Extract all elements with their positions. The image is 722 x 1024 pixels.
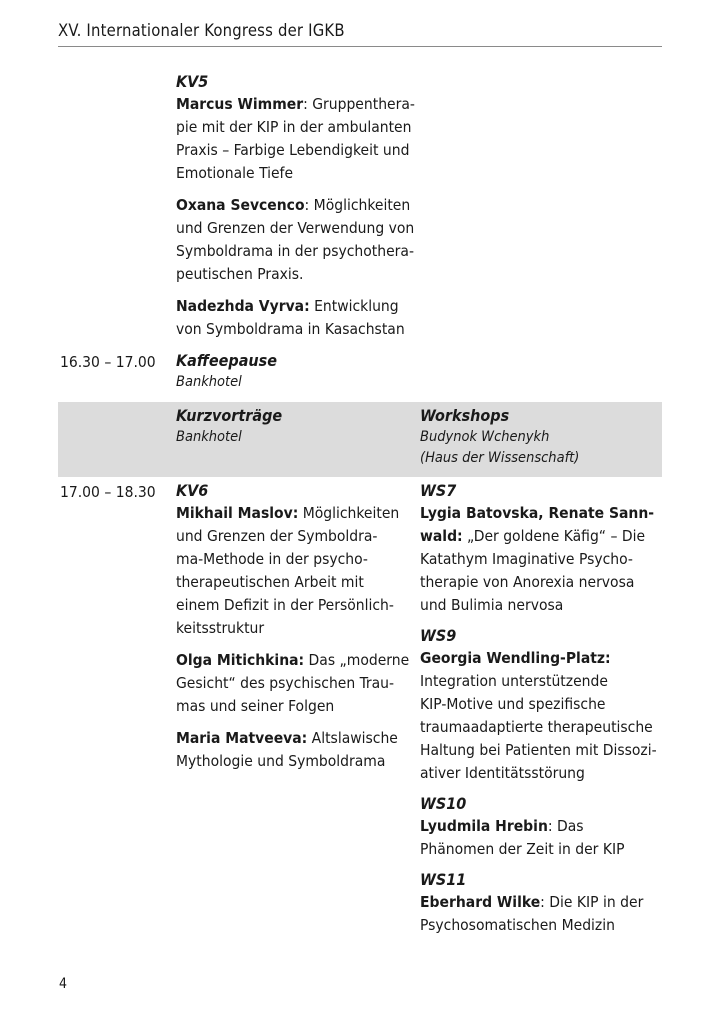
break-block	[176, 350, 277, 393]
time-slot-main: 17.00 – 18.30	[60, 483, 156, 501]
talk-text: einem Defizit in der Persönlich-	[176, 596, 394, 614]
talk-text: mas und seiner Folgen	[176, 697, 335, 715]
session-kv5	[176, 71, 415, 341]
talk-item	[176, 649, 409, 718]
speaker-name: Olga Mitichkina:	[176, 651, 305, 669]
talk-text: Entwicklung	[309, 297, 399, 315]
page-number: 4	[59, 976, 68, 992]
talk-text: : Möglichkeiten	[304, 196, 411, 214]
speaker-name: Mikhail Maslov:	[176, 504, 299, 522]
speaker-name: Nadezhda Vyrva:	[176, 297, 310, 315]
talk-text: keitsstruktur	[176, 619, 265, 637]
talk-text: Emotionale Tiefe	[176, 164, 294, 182]
speaker-name: Eberhard Wilke	[420, 893, 541, 911]
session-kv6	[176, 480, 409, 773]
speaker-name: wald:	[420, 527, 463, 545]
speaker-name: Oxana Sevcenco	[176, 196, 305, 214]
break-location: Bankhotel	[176, 374, 242, 390]
talk-text: traumaadaptierte therapeutische	[420, 718, 653, 736]
workshops-location: Budynok Wchenykh	[420, 429, 550, 445]
speaker-name: Marcus Wimmer	[176, 95, 304, 113]
workshop-ws11	[420, 869, 657, 937]
talk-text: Gesicht“ des psychischen Trau-	[176, 674, 395, 692]
speaker-name: Lyudmila Hrebin	[420, 817, 548, 835]
band-right	[420, 405, 579, 469]
talk-text: : Das	[547, 817, 584, 835]
talk-text: peutischen Praxis.	[176, 265, 304, 283]
workshop-code: WS7	[420, 481, 457, 500]
kurzvortraege-location: Bankhotel	[176, 429, 242, 445]
talk-text: pie mit der KIP in der ambulanten	[176, 118, 412, 136]
session-code: KV6	[176, 481, 209, 500]
talk-text: Phänomen der Zeit in der KIP	[420, 840, 625, 858]
talk-text: : Gruppenthera-	[303, 95, 415, 113]
talk-text: therapie von Anorexia nervosa	[420, 573, 635, 591]
talk-item	[176, 502, 409, 640]
workshops-heading: Workshops	[420, 406, 510, 425]
speaker-name: Georgia Wendling-Platz:	[420, 649, 611, 667]
talk-text: „Der goldene Käfig“ – Die	[462, 527, 646, 545]
header-rule	[58, 46, 662, 47]
talk-text: ma-Methode in der psycho-	[176, 550, 368, 568]
break-title: Kaffeepause	[176, 351, 277, 370]
workshop-code: WS9	[420, 626, 457, 645]
talk-item	[176, 93, 415, 185]
time-slot-break: 16.30 – 17.00	[60, 353, 156, 371]
talk-text: und Grenzen der Verwendung von	[176, 219, 415, 237]
talk-text: Möglichkeiten	[298, 504, 400, 522]
talk-text: Mythologie und Symboldrama	[176, 752, 386, 770]
talk-text: : Die KIP in der	[540, 893, 644, 911]
workshops-location-note: (Haus der Wissenschaft)	[420, 450, 580, 466]
talk-item	[176, 194, 415, 286]
talk-text: Altslawische	[307, 729, 398, 747]
workshop-code: WS11	[420, 870, 467, 889]
workshop-ws7	[420, 480, 657, 617]
talk-item	[176, 727, 409, 773]
talk-text: und Grenzen der Symboldra-	[176, 527, 378, 545]
workshop-ws9	[420, 625, 657, 785]
talk-text: Symboldrama in der psychothera-	[176, 242, 414, 260]
workshop-code: WS10	[420, 794, 467, 813]
talk-text: Das „moderne	[304, 651, 410, 669]
talk-text: und Bulimia nervosa	[420, 596, 564, 614]
page-header-title: XV. Internationaler Kongress der IGKB	[58, 21, 345, 40]
talk-text: Psychosomatischen Medizin	[420, 916, 615, 934]
talk-item	[176, 295, 415, 341]
talk-text: Integration unterstützende	[420, 672, 608, 690]
workshop-ws10	[420, 793, 657, 861]
talk-text: ativer Identitätsstörung	[420, 764, 585, 782]
speaker-name: Lygia Batovska, Renate Sann-	[420, 504, 655, 522]
session-code: KV5	[176, 72, 209, 91]
kurzvortraege-heading: Kurzvorträge	[176, 406, 283, 425]
talk-text: therapeutischen Arbeit mit	[176, 573, 364, 591]
talk-text: Katathym Imaginative Psycho-	[420, 550, 633, 568]
talk-text: von Symboldrama in Kasachstan	[176, 320, 405, 338]
talk-text: Praxis – Farbige Lebendigkeit und	[176, 141, 410, 159]
talk-text: KIP-Motive und spezifische	[420, 695, 606, 713]
band-left	[176, 405, 282, 448]
talk-text: Haltung bei Patienten mit Dissozi-	[420, 741, 657, 759]
workshops-column	[420, 480, 657, 937]
speaker-name: Maria Matveeva:	[176, 729, 308, 747]
